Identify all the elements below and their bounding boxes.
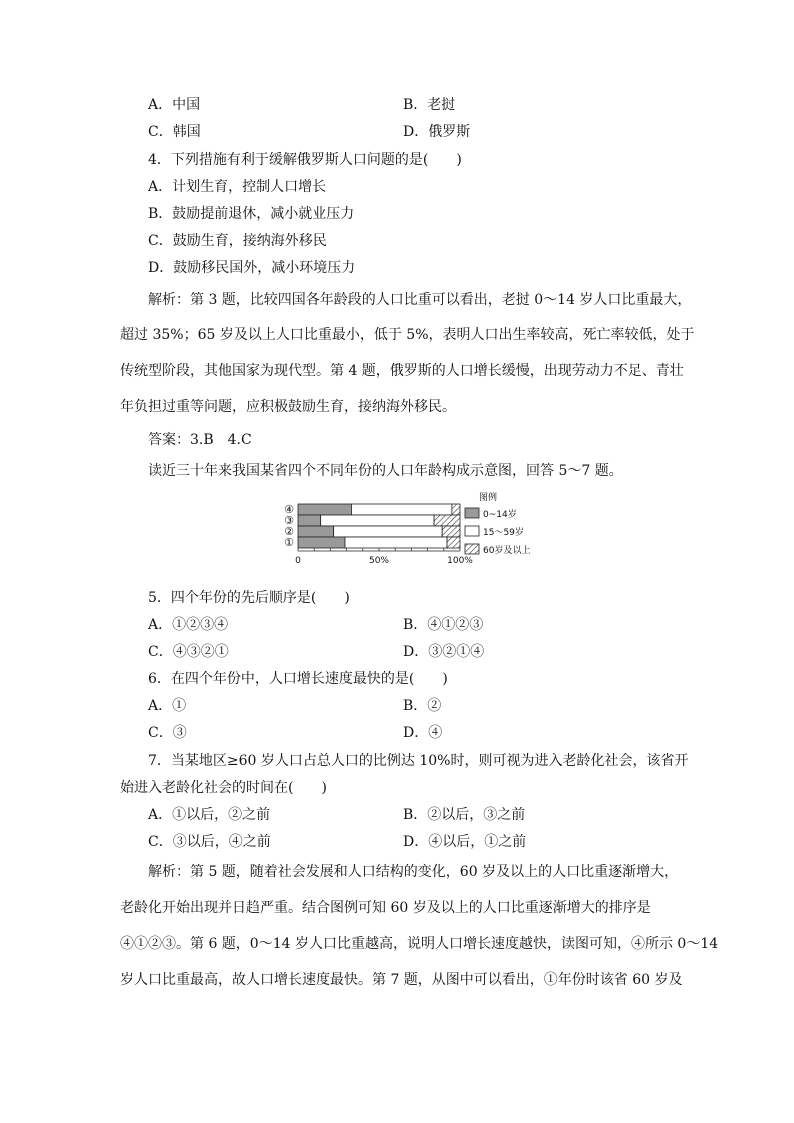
intro-line: 读近三十年来我国某省四个不同年份的人口年龄构成示意图，回答 5～7 题。 [148, 463, 623, 479]
q5-option-d: D．③②①④ [403, 644, 485, 660]
legend-swatch [465, 508, 479, 518]
q7-option-c: C．③以后，④之前 [148, 834, 271, 850]
q4-option-b: B．鼓励提前退休，减小就业压力 [148, 206, 355, 222]
legend-label: 60岁及以上 [483, 546, 531, 556]
q3-option-d: D．俄罗斯 [403, 124, 471, 140]
q4-stem: 4．下列措施有利于缓解俄罗斯人口问题的是( ) [148, 152, 462, 168]
answer-line: 答案：3.B 4.C [148, 432, 252, 448]
analysis1-line-3: 传统型阶段，其他国家为现代型。第 4 题，俄罗斯的人口增长缓慢，出现劳动力不足、青壮 [120, 363, 684, 379]
q6-option-b: B．② [403, 698, 442, 714]
analysis2-line-3: ④①②③。第 6 题，0～14 岁人口比重越高，说明人口增长速度越快，读图可知，④所示 0～14 [120, 936, 719, 952]
analysis1-line-4: 年负担过重等问题，应积极鼓励生育，接纳海外移民。 [120, 399, 456, 415]
bar-segment [345, 537, 447, 548]
bar-segment [298, 515, 321, 526]
bar-segment [298, 537, 345, 548]
q4-option-a: A．计划生育，控制人口增长 [148, 179, 327, 195]
q5-option-a: A．①②③④ [148, 617, 229, 633]
age-structure-chart-svg [278, 490, 548, 585]
analysis1-line-1: 解析：第 3 题，比较四国各年龄段的人口比重可以看出，老挝 0～14 岁人口比重最大， [148, 292, 692, 308]
bar-segment [452, 504, 460, 515]
analysis1-line-2: 超过 35%；65 岁及以上人口比重最小，低于 5%，表明人口出生率较高，死亡率较低，处于 [120, 327, 695, 343]
analysis2-line-2: 老龄化开始出现并日趋严重。结合图例可知 60 岁及以上的人口比重逐渐增大的排序是 [120, 900, 651, 916]
category-label: ③ [284, 514, 294, 527]
bar-segment [442, 526, 460, 537]
analysis2-line-4: 岁人口比重最高，故人口增长速度最快。第 7 题，从图中可以看出，①年份时该省 60 岁及 [120, 972, 683, 988]
q7-stem-line-2: 始进入老龄化社会的时间在( ) [120, 780, 327, 796]
q6-option-c: C．③ [148, 725, 187, 741]
bar-segment [334, 526, 443, 537]
x-tick-label: 100% [447, 556, 473, 566]
legend-title: 图例 [479, 493, 498, 503]
q6-option-a: A．① [148, 698, 187, 714]
q7-option-a: A．①以后，②之前 [148, 807, 271, 823]
q5-option-c: C．④③②① [148, 644, 229, 660]
legend-label: 0~14岁 [483, 510, 517, 520]
bar-segment [298, 504, 351, 515]
q7-stem-line-1: 7．当某地区≥60 岁人口占总人口的比例达 10%时，则可视为进入老龄化社会，该省开 [148, 753, 689, 769]
bar-segment [434, 515, 460, 526]
q6-stem: 6．在四个年份中，人口增长速度最快的是( ) [148, 671, 448, 687]
q4-option-d: D．鼓励移民国外，减小环境压力 [148, 260, 356, 276]
q5-stem: 5．四个年份的先后顺序是( ) [148, 590, 350, 606]
category-label: ④ [284, 503, 294, 516]
x-tick-label: 50% [368, 556, 390, 566]
legend-swatch [465, 526, 479, 536]
analysis2-line-1: 解析：第 5 题，随着社会发展和人口结构的变化，60 岁及以上的人口比重逐渐增大， [148, 864, 679, 880]
bar-segment [447, 537, 460, 548]
q4-option-c: C．鼓励生育，接纳海外移民 [148, 233, 327, 249]
category-label: ① [284, 536, 294, 549]
x-tick-label: 0 [295, 556, 301, 566]
legend-label: 15～59岁 [483, 528, 524, 538]
q6-option-d: D．④ [403, 725, 443, 741]
q5-option-b: B．④①②③ [403, 617, 484, 633]
q3-option-c: C．韩国 [148, 124, 201, 140]
q7-option-d: D．④以后，①之前 [403, 834, 527, 850]
q3-option-b: B．老挝 [403, 97, 456, 113]
bar-segment [298, 526, 334, 537]
q7-option-b: B．②以后，③之前 [403, 807, 526, 823]
q3-option-a: A．中国 [148, 97, 201, 113]
bar-segment [351, 504, 451, 515]
age-structure-chart [278, 490, 548, 585]
legend-swatch [465, 544, 479, 554]
category-label: ② [284, 525, 294, 538]
bar-segment [321, 515, 434, 526]
